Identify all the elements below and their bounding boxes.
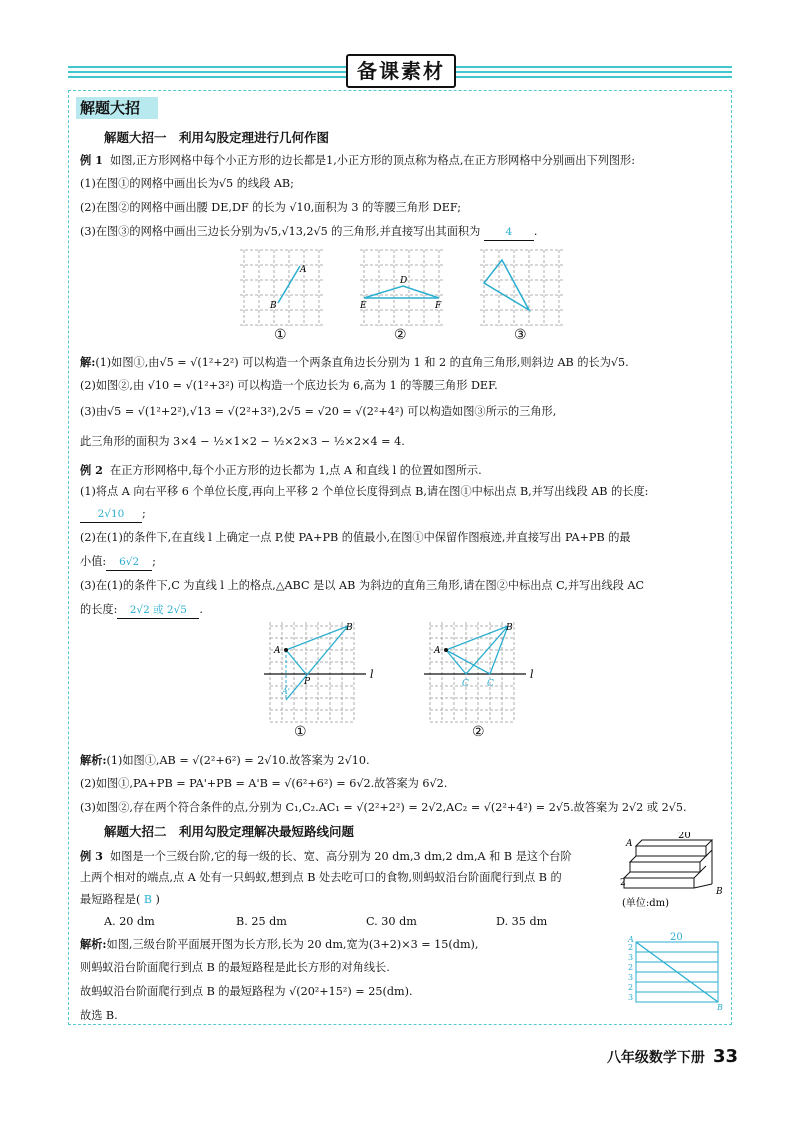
ex2-label: 例 2 bbox=[80, 463, 103, 477]
ex2-fig1-label-a1: A' bbox=[282, 687, 290, 696]
ex3-unfolded-w3: 3 bbox=[628, 993, 634, 1002]
ex2-sol3: (3)如图②,存在两个符合条件的点,分别为 C₁,C₂.AC₁ = √(2²+2²) = 2√2,AC₂ = √(2²+4²) = 2√5.故答案为 2√2 或 2√5. bbox=[80, 801, 687, 814]
ex3-option-d: D. 35 dm bbox=[496, 915, 548, 928]
ex2-figure-1 bbox=[264, 622, 374, 722]
ex3-stem1-text: 如图是一个三级台阶,它的每一级的长、宽、高分别为 20 dm,3 dm,2 dm,A 和 B 是这个台阶 bbox=[110, 850, 572, 863]
ex1-fig2-label-d: D bbox=[400, 276, 408, 286]
ex3-stairs-figure bbox=[620, 832, 732, 912]
ex2-fig2-caption: ② bbox=[472, 724, 485, 740]
ex1-sol3: (3)由√5 = √(1²+2²),√13 = √(2²+3²),2√5 = √20 = √(2²+4²) 可以构造如图③所示的三角形, bbox=[80, 405, 557, 418]
ex2-fig1-label-a: A bbox=[274, 646, 281, 656]
ex2-sol2: (2)如图①,PA+PB = PA'+PB = A'B = √(6²+6²) = 6√2.故答案为 6√2. bbox=[80, 777, 448, 790]
ex3-stairs-label-b: B bbox=[716, 887, 723, 897]
ex3-option-c: C. 30 dm bbox=[366, 915, 417, 928]
ex1-q2: (2)在图②的网格中画出腰 DE,DF 的长为 √10,面积为 3 的等腰三角形 DEF; bbox=[80, 201, 462, 214]
ex1-figure-2 bbox=[359, 250, 443, 326]
ex3-stairs-label-a: A bbox=[626, 839, 633, 849]
ex1-fig2-label-f: F bbox=[435, 301, 442, 311]
ex3-unfolded-label-a: A bbox=[628, 935, 634, 944]
ex3-sol-label: 解析: bbox=[80, 937, 107, 951]
ex2-sol-label: 解析: bbox=[80, 753, 107, 767]
ex3-label: 例 3 bbox=[80, 849, 103, 863]
ex3-sol1 bbox=[80, 936, 478, 953]
ex1-q3-text: (3)在图③的网格中画出三边长分别为√5,√13,2√5 的三角形,并直接写出其面积为 bbox=[80, 225, 481, 238]
ex3-unfolded-h2: 2 bbox=[628, 963, 634, 972]
ex2-q2b bbox=[80, 554, 156, 571]
ex3-stem3-end: ) bbox=[155, 893, 160, 906]
ex1-sol4: 此三角形的面积为 3×4 − ½×1×2 − ½×2×3 − ½×2×4 = 4. bbox=[80, 435, 405, 448]
ex1-sol1-text: (1)如图①,由√5 = √(1²+2²) 可以构造一个两条直角边长分别为 1 和 2 的直角三角形,则斜边 AB 的长为√5. bbox=[95, 356, 629, 369]
ex2-fig2-label-b: B bbox=[506, 623, 513, 633]
ex3-sol1-text: 如图,三级台阶平面展开图为长方形,长为 20 dm,宽为(3+2)×3 = 15(dm), bbox=[106, 938, 479, 951]
ex3-stairs-unit: (单位:dm) bbox=[622, 898, 670, 909]
ex2-q2a: (2)在(1)的条件下,在直线 l 上确定一点 P,使 PA+PB 的值最小,在图①中保留作图痕迹,并直接写出 PA+PB 的最 bbox=[80, 531, 631, 544]
ex1-q1: (1)在图①的网格中画出长为√5 的线段 AB; bbox=[80, 177, 294, 190]
ex1-q3-end: . bbox=[533, 225, 538, 238]
ex1-figure-1 bbox=[240, 250, 323, 326]
ex1-figures bbox=[240, 248, 680, 328]
ex2-q3a: (3)在(1)的条件下,C 为直线 l 上的格点,△ABC 是以 AB 为斜边的直角三角形,请在图②中标出点 C,并写出线段 AC bbox=[80, 579, 645, 592]
ex1-sol1 bbox=[80, 354, 629, 371]
ex2-q3b bbox=[80, 602, 203, 619]
ex2-q2-answer: 6√2 bbox=[106, 554, 152, 571]
ex2-fig2-label-l: l bbox=[530, 668, 534, 681]
ex1-q3-answer: 4 bbox=[484, 224, 534, 241]
ex2-q3-answer: 2√2 或 2√5 bbox=[117, 602, 199, 619]
ex3-sol3: 故蚂蚁沿台阶面爬行到点 B 的最短路程为 √(20²+15²) = 25(dm). bbox=[80, 985, 413, 998]
section-1-title: 解题大招一 利用勾股定理进行几何作图 bbox=[104, 130, 330, 145]
ex1-fig1-caption: ① bbox=[274, 327, 287, 343]
ex1-fig1-label-b: B bbox=[270, 301, 277, 311]
ex3-sol4: 故选 B. bbox=[80, 1009, 118, 1022]
ex1-stem bbox=[80, 152, 635, 169]
ex3-option-a: A. 20 dm bbox=[104, 915, 155, 928]
ex3-unfolded-length: 20 bbox=[670, 932, 683, 943]
ex3-stem3-text: 最短路程是( bbox=[80, 893, 141, 906]
ex2-fig1-label-b: B bbox=[346, 623, 353, 633]
ex2-stem-text: 在正方形网格中,每个小正方形的边长都为 1,点 A 和直线 l 的位置如图所示. bbox=[110, 464, 482, 477]
ex2-q1-end: ; bbox=[142, 507, 146, 520]
ex2-fig2-label-a: A bbox=[434, 646, 441, 656]
ex2-q1-answer: 2√10 bbox=[80, 506, 142, 523]
ex3-unfolded-w2: 3 bbox=[628, 973, 634, 982]
ex2-q1: (1)将点 A 向右平移 6 个单位长度,再向上平移 2 个单位长度得到点 B,请在图①中标出点 B,并写出线段 AB 的长度: bbox=[80, 485, 649, 498]
ex2-fig1-caption: ① bbox=[294, 724, 307, 740]
ex2-fig2-label-c1: C bbox=[462, 679, 469, 689]
page-footer bbox=[607, 1046, 738, 1067]
ex3-option-b: B. 25 dm bbox=[236, 915, 287, 928]
ex3-unfolded-h1: 2 bbox=[628, 943, 634, 952]
page-header-title: 备课素材 bbox=[346, 54, 456, 88]
ex2-stem bbox=[80, 462, 482, 479]
ex1-fig2-label-e: E bbox=[360, 301, 367, 311]
ex2-q2b-text: 小值: bbox=[80, 555, 107, 568]
ex3-sol2: 则蚂蚁沿台阶面爬行到点 B 的最短路程是此长方形的对角线长. bbox=[80, 961, 390, 974]
ex1-sol2: (2)如图②,由 √10 = √(1²+3²) 可以构造一个底边长为 6,高为 1 的等腰三角形 DEF. bbox=[80, 379, 498, 392]
ex2-fig1-label-l: l bbox=[370, 668, 374, 681]
ex3-stem3 bbox=[80, 892, 160, 908]
ex2-figures bbox=[262, 620, 562, 724]
ex3-stem1 bbox=[80, 848, 572, 865]
ex1-fig3-caption: ③ bbox=[514, 327, 527, 343]
ex3-stairs-label-length: 20 bbox=[678, 832, 691, 841]
section-2-title: 解题大招二 利用勾股定理解决最短路线问题 bbox=[104, 824, 355, 839]
ex3-unfolded-figure bbox=[624, 930, 724, 1010]
ex2-sol1 bbox=[80, 752, 370, 769]
ex1-fig3-triangle bbox=[484, 260, 529, 310]
ex1-fig1-label-a: A bbox=[300, 265, 307, 275]
ex2-q3-end: . bbox=[199, 603, 203, 616]
ex2-sol1-text: (1)如图①,AB = √(2²+6²) = 2√10.故答案为 2√10. bbox=[106, 754, 370, 767]
footer-book: 八年级数学下册 bbox=[606, 1050, 705, 1066]
ex1-stem-text: 如图,正方形网格中每个小正方形的边长都是1,小正方形的顶点称为格点,在正方形网格中分别画出下列图形: bbox=[110, 154, 635, 167]
ex3-unfolded-label-b: B bbox=[717, 1003, 723, 1010]
ex3-stairs-label-height: 2 bbox=[620, 878, 626, 888]
ex2-q3b-text: 的长度: bbox=[80, 603, 118, 616]
ex2-q1-answer-line bbox=[80, 506, 146, 523]
ex1-label: 例 1 bbox=[80, 153, 103, 167]
ex2-q2-end: ; bbox=[152, 555, 156, 568]
ex3-answer: B bbox=[143, 893, 152, 906]
ex2-figure-2 bbox=[424, 622, 534, 722]
ex1-q3 bbox=[80, 224, 537, 241]
ex1-fig2-caption: ② bbox=[394, 327, 407, 343]
ex1-fig2-triangle bbox=[364, 286, 439, 298]
ex1-sol-label: 解: bbox=[80, 355, 96, 369]
ex3-unfolded-w1: 3 bbox=[628, 953, 634, 962]
ex2-fig2-label-c2: C bbox=[487, 679, 494, 689]
ex1-figure-3 bbox=[480, 250, 563, 326]
ex2-fig1-label-p: P bbox=[304, 677, 311, 687]
ex3-unfolded-h3: 2 bbox=[628, 983, 634, 992]
page-number: 33 bbox=[712, 1046, 738, 1067]
section-tag: 解题大招 bbox=[76, 97, 158, 119]
ex3-stem2: 上两个相对的端点,点 A 处有一只蚂蚁,想到点 B 处去吃可口的食物,则蚂蚁沿台阶面爬行到点 B 的 bbox=[80, 871, 562, 884]
